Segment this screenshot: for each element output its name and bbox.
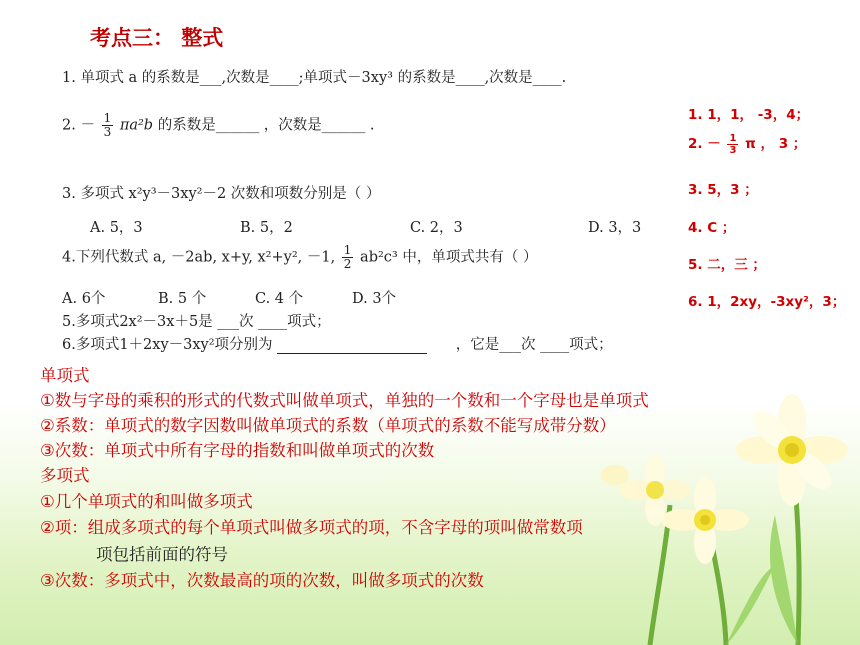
notes-item-5: ②项：组成多项式的每个单项式叫做多项式的项，不含字母的项叫做常数项 xyxy=(40,518,583,537)
question-1 xyxy=(62,66,566,87)
fraction-one-third xyxy=(102,112,114,139)
question-3: 3. 多项式 x²y³－3xy²－2 次数和项数分别是（ ） xyxy=(62,186,381,202)
question-4-option-a: A. 6个 xyxy=(62,291,106,307)
question-4-option-b: B. 5 个 xyxy=(158,291,207,307)
question-4-option-c: C. 4 个 xyxy=(255,291,304,307)
answer-fraction xyxy=(727,133,738,156)
fraction-denominator: 3 xyxy=(103,125,112,139)
question-6-prefix: 6.多项式1＋2xy－3xy²项分别为 xyxy=(62,337,273,353)
question-2-term: πa²b xyxy=(119,117,154,134)
question-3-option-b: B. 5，2 xyxy=(240,220,293,236)
notes-heading-polynomial: 多项式 xyxy=(40,466,90,485)
answer-fraction-numerator: 1 xyxy=(729,132,737,144)
question-6-suffix: ，它是___次 ____项式； xyxy=(455,337,613,353)
notes-item-2: ②系数：单项式的数字因数叫做单项式的系数（单项式的系数不能写成带分数） xyxy=(40,416,616,435)
question-4-option-d: D. 3个 xyxy=(352,291,397,307)
fraction-numerator: 1 xyxy=(103,111,112,125)
notes-item-3: ③次数：单项式中所有字母的指数和叫做单项式的次数 xyxy=(40,441,435,460)
answer-fraction-denominator: 3 xyxy=(729,144,737,156)
notes-heading-monomial: 单项式 xyxy=(40,366,90,385)
flower-large xyxy=(736,394,848,506)
question-3-option-d: D. 3，3 xyxy=(588,220,642,236)
question-2 xyxy=(62,112,375,139)
leaf-group xyxy=(726,515,798,645)
answer-4: 4. C ； xyxy=(688,220,736,236)
question-2-suffix: 的系数是______ ，次数是______ . xyxy=(157,117,375,134)
answer-2-suffix: π ， 3 ； xyxy=(745,136,807,152)
answer-2 xyxy=(688,132,860,156)
answer-2-prefix: 2. － xyxy=(688,136,721,152)
answer-3: 3. 5，3 ； xyxy=(688,182,758,198)
answer-5: 5. 二，三 ； xyxy=(688,257,766,273)
notes-item-1: ①数与字母的乘积的形式的代数式叫做单项式，单独的一个数和一个字母也是单项式 xyxy=(40,391,649,410)
fraction-numerator: 1 xyxy=(343,243,352,257)
question-6-blank xyxy=(277,339,427,354)
notes-item-5-continued: 项包括前面的符号 xyxy=(96,545,228,564)
question-3-option-a: A. 5，3 xyxy=(90,220,143,236)
question-3-option-c: C. 2，3 xyxy=(410,220,463,236)
question-6 xyxy=(62,333,613,354)
question-1-text: 1. 单项式 a 的系数是___,次数是____;单项式－3xy³ 的系数是____,次数是____. xyxy=(62,70,567,86)
page-title: 考点三： 整式 xyxy=(90,26,224,50)
fraction-denominator: 2 xyxy=(343,257,352,271)
question-4-suffix: ab²c³ 中，单项式共有（ ） xyxy=(360,249,538,266)
question-2-prefix: 2. － xyxy=(62,117,95,134)
notes-item-6: ③次数：多项式中，次数最高的项的次数，叫做多项式的次数 xyxy=(40,571,484,590)
answer-6: 6. 1，2xy，-3xy²，3； xyxy=(688,294,846,310)
answer-1: 1. 1，1， -3，4； xyxy=(688,107,810,123)
fraction-one-half xyxy=(342,244,354,271)
bud xyxy=(601,465,629,485)
question-4-prefix: 4.下列代数式 a, －2ab, x+y, x²+y², －1, xyxy=(62,249,336,266)
question-4 xyxy=(62,244,537,271)
notes-item-4: ①几个单项式的和叫做多项式 xyxy=(40,492,253,511)
question-5: 5.多项式2x²－3x＋5是 ___次 ____项式； xyxy=(62,314,331,330)
